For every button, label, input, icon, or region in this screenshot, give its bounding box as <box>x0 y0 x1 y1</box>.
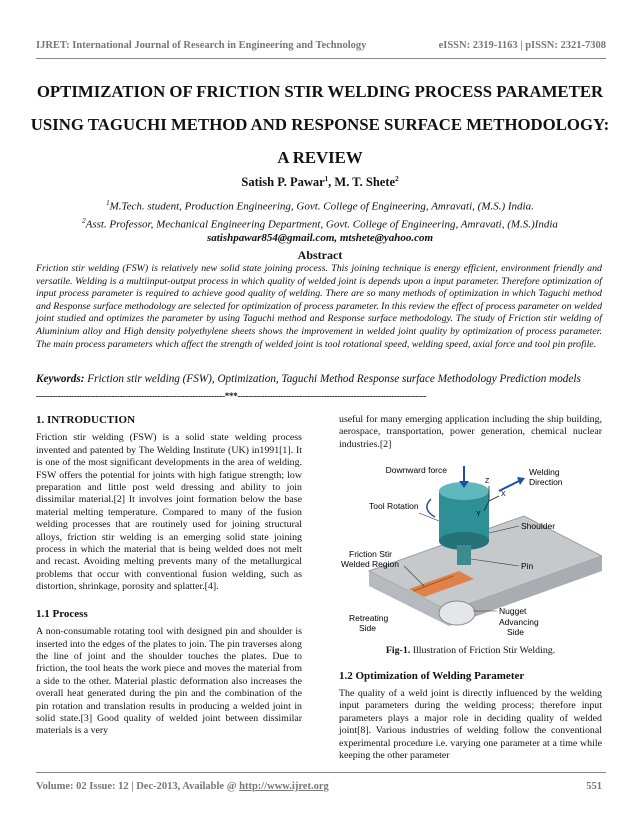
label-pin: Pin <box>521 561 534 572</box>
label-advancing-1: Advancing <box>499 617 539 628</box>
running-footer <box>36 781 602 792</box>
label-downward-force: Downward force <box>385 465 447 476</box>
label-fsw-1: Friction Stir <box>349 549 392 560</box>
figure-caption-text: Illustration of Friction Stir Welding. <box>410 645 556 657</box>
paper-title: OPTIMIZATION OF FRICTION STIR WELDING PROCESS PARAMETER USING TAGUCHI METHOD AND RESPONSE SURFACE METHODOLOGY: A REVIEW <box>30 82 610 167</box>
author-emails: satishpawar854@gmail.com, mtshete@yahoo.com <box>206 232 434 245</box>
affiliation-1 <box>30 196 610 214</box>
label-welding-1: Welding <box>529 467 560 478</box>
left-column <box>36 414 302 748</box>
label-axis-z: Z <box>485 478 490 486</box>
optimization-paragraph: The quality of a weld joint is directly influenced by the welding input parameters during the welding process; therefore input parameters plays a major role in deciding quality of welded joint[8]. Various industries of welding follow the conventional experimental procedure i.e. varying one parameter at a time while keeping the other parameter <box>339 688 602 762</box>
footer-link[interactable]: http://www.ijret.org <box>239 781 329 792</box>
issn: eISSN: 2319-1163 | pISSN: 2321-7308 <box>438 40 606 51</box>
continued-paragraph: useful for many emerging application including the ship building, aerospace, transportation, power generation, chemical nuclear industries.[2] <box>339 414 602 450</box>
label-axis-y: Y <box>476 511 481 519</box>
author-sep: , <box>328 175 335 190</box>
header-rule <box>36 58 606 59</box>
aff2-sup: 2 <box>82 216 86 225</box>
label-retreating-2: Side <box>359 623 377 634</box>
optimization-heading: 1.2 Optimization of Welding Parameter <box>339 669 525 682</box>
process-paragraph: A non-consumable rotating tool with designed pin and shoulder is inserted into the edges of the plates to join. The pin traverses along the line of joint and the shoulder touches the plates. Due to friction, the tool heats the work piece and moves the material from a side to the other. Material plastic deformation also increases the overall heat generated during the pin and the combination of the pin rotation and translation results in producing a welded joint in solid state.[3] Good quality of welded joint between dissimilar materials is a very <box>36 626 302 737</box>
author-1: Satish P. Pawar <box>241 175 325 190</box>
label-axis-x: X <box>501 491 506 499</box>
running-header <box>36 40 606 51</box>
author-2: M. T. Shete <box>334 175 396 190</box>
label-tool-rotation: Tool Rotation <box>369 501 419 512</box>
affiliation-2 <box>30 214 610 232</box>
affiliations <box>30 196 610 245</box>
abstract-heading: Abstract <box>297 248 343 262</box>
rotation-arrow <box>427 499 435 517</box>
author-2-sup: 2 <box>395 175 399 183</box>
aff1-sup: 1 <box>106 199 110 207</box>
journal-name: IJRET: International Journal of Research in Engineering and Technology <box>36 40 367 51</box>
keywords-text: Friction stir welding (FSW), Optimization, Taguchi Method Response surface Methodology Prediction models <box>84 373 581 385</box>
aff2-text: Asst. Professor, Mechanical Engineering Department, Govt. College of Engineering, Amravati, (M.S.)India <box>85 218 558 231</box>
axis-x-line <box>489 496 499 501</box>
label-advancing-2: Side <box>507 627 525 638</box>
abstract-text: Friction stir welding (FSW) is relatively new solid state joining process. This joining technique is energy efficient, environment friendly and versatile. Welding is a multiinput-output process in which quality of welded joint is depends upon a input parameter. Therefore optimization of input process parameter is required to achieve good quality of welding. There are so many methods of optimization in which Taguchi method and Response surface methodology are selected for optimization of process parameter. In this review the effect of process parameter on welded joint studied and optimizes the parameter by using Taguchi method and Response surface methodology. The study of Friction stir welding of Aluminium alloy and High density polyethylene sheets shows the improvement in welded joint quality by optimization of process parameter. The main process parameters which affect the strength of welded joint is tool rotational speed, welding speed, axial force and tool pin profile. <box>36 263 602 350</box>
author-1-sup: 1 <box>324 175 329 183</box>
label-fsw-2: Welded Region <box>341 559 399 570</box>
section-separator: ----------------------------------------------------------------------***---------------------------------------------------------------------- <box>36 391 427 401</box>
figure-caption-label: Fig-1. <box>385 645 411 657</box>
page-number: 551 <box>586 781 602 792</box>
aff1-text: M.Tech. student, Production Engineering, Govt. College of Engineering, Amravati, (M.S.) India. <box>109 200 534 213</box>
keywords <box>36 373 602 385</box>
nugget-shape <box>439 601 475 625</box>
fsw-illustration <box>339 461 602 641</box>
footer-volume-text: Volume: 02 Issue: 12 | Dec-2013, Available @ <box>36 781 240 792</box>
keywords-label: Keywords: <box>36 373 85 385</box>
fsw-figure <box>339 461 602 641</box>
intro-heading: 1. INTRODUCTION <box>36 414 136 426</box>
intro-paragraph: Friction stir welding (FSW) is a solid state welding process invented and patented by The Welding Institute (UK) in1991[1]. It is one of the most significant developments in the area of welding. FSW offers the potential for joints with high fatigue strength; low preparation and little post weld dressing and ability to join dissimilar material.[2] It involves joint formation below the base material melting temperature. Compared to many of the fusion welding processes that are routinely used for joining structural alloys, friction stir welding is an emerging solid state joining process in which the material that is being welded does not melt and recast. Avoiding melting prevents many of the metallurgical problems that occur with conventional fusion welding, such as distortion, shrinkage, porosity and splatter.[4]. <box>36 432 302 593</box>
label-shoulder: Shoulder <box>521 521 556 532</box>
footer-volume <box>36 781 329 792</box>
direction-arrow <box>499 481 519 491</box>
tool-pin <box>457 545 471 565</box>
process-heading: 1.1 Process <box>36 607 88 620</box>
right-column <box>339 414 602 772</box>
label-retreating-1: Retreating <box>349 613 389 624</box>
authors <box>30 175 610 190</box>
leader-tool-rotation <box>419 513 439 521</box>
label-nugget: Nugget <box>499 606 527 617</box>
footer-rule <box>36 772 606 773</box>
label-welding-2: Direction <box>529 477 563 488</box>
figure-caption <box>339 645 602 657</box>
